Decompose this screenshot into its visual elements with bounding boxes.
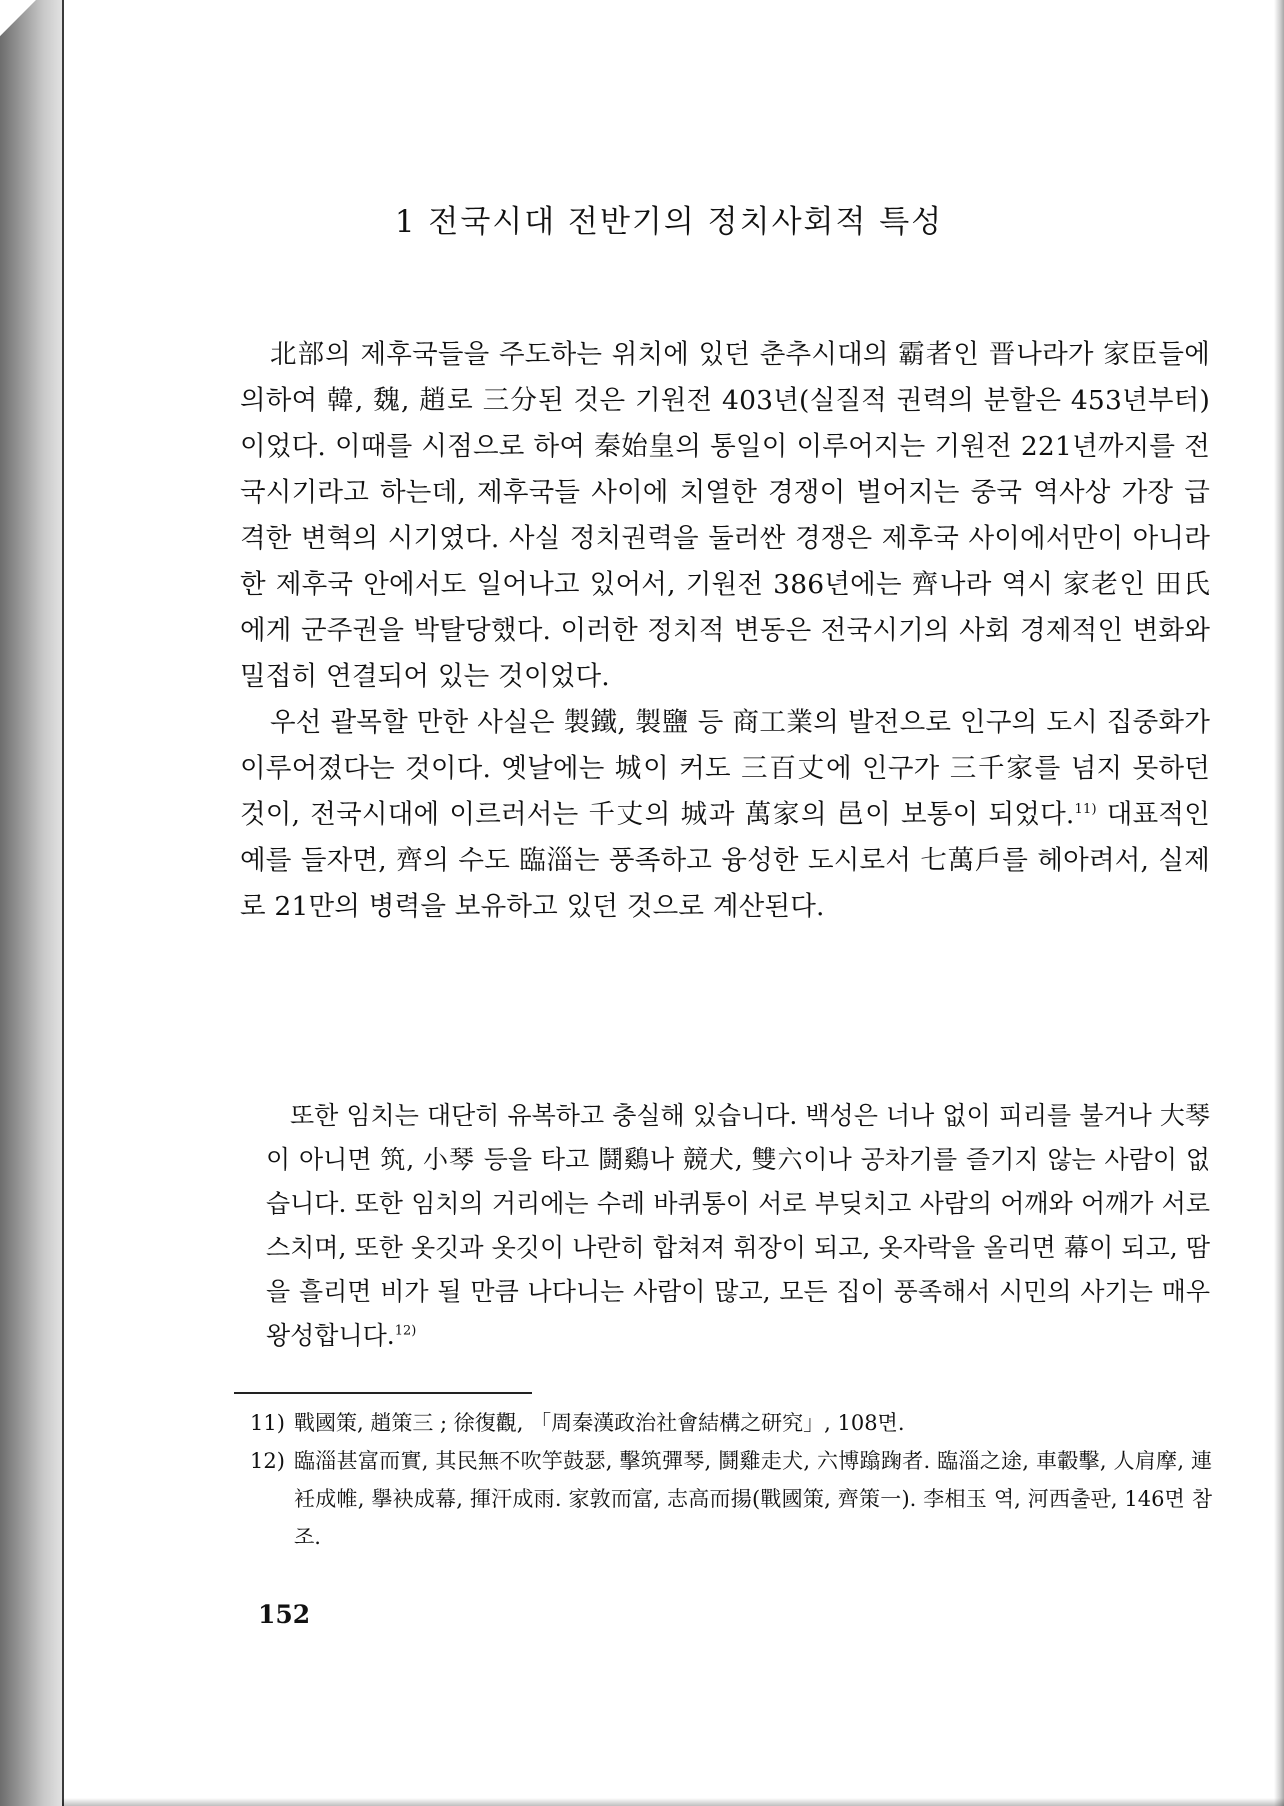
- page: [64, 0, 1274, 1800]
- footnote-text: 臨淄甚富而實, 其民無不吹竽鼓瑟, 擊筑彈琴, 鬪雞走犬, 六博蹹踘者. 臨淄之途, 車轂擊, 人肩摩, 連衽成帷, 擧袂成幕, 揮汗成雨. 家敦而富, 志高而揚(戰國策, 齊策一). 李相玉 역, 河西출판, 146면 참조.: [294, 1449, 1212, 1549]
- body-text: [240, 332, 1210, 930]
- footnotes: [250, 1404, 1212, 1556]
- footnote-number: 11): [250, 1411, 285, 1435]
- footnote-11: [250, 1404, 1212, 1442]
- footnote-ref-11: 11): [1074, 802, 1097, 818]
- footnote-divider: [234, 1392, 532, 1394]
- chapter-title: 1 전국시대 전반기의 정치사회적 특성: [394, 204, 944, 240]
- paragraph-2-text: 우선 괄목할 만한 사실은 製鐵, 製鹽 등 商工業의 발전으로 인구의 도시 집중화가 이루어졌다는 것이다. 옛날에는 城이 커도 三百丈에 인구가 三千家를 넘지 못하던 것이, 전국시대에 이르러서는 千丈의 城과 萬家의 邑이 보통이 되었다.: [240, 707, 1210, 830]
- page-shadow-bottom: [62, 1798, 1284, 1806]
- paragraph-2: [240, 700, 1210, 930]
- page-shadow-right: [1274, 0, 1284, 1806]
- quote-text: 또한 임치는 대단히 유복하고 충실해 있습니다. 백성은 너나 없이 피리를 불거나 大琴이 아니면 筑, 小琴 등을 타고 鬪鷄나 競犬, 雙六이나 공차기를 즐기지 않는 사람이 없습니다. 또한 임치의 거리에는 수레 바퀴통이 서로 부딪치고 사람의 어깨와 어깨가 서로 스치며, 또한 옷깃과 옷깃이 나란히 합쳐져 휘장이 되고, 옷자락을 올리면 幕이 되고, 땀을 흘리면 비가 될 만큼 나다니는 사람이 많고, 모든 집이 풍족해서 시민의 사기는 매우 왕성합니다.: [266, 1101, 1210, 1350]
- footnote-text: 戰國策, 趙策三 ; 徐復觀, 「周秦漢政治社會結構之研究」, 108면.: [294, 1411, 905, 1435]
- page-number: 152: [258, 1600, 311, 1629]
- footnote-ref-12: 12): [394, 1323, 417, 1339]
- quote-paragraph: [266, 1094, 1210, 1358]
- footnote-number: 12): [250, 1449, 285, 1473]
- paragraph-1: 北部의 제후국들을 주도하는 위치에 있던 춘추시대의 霸者인 晋나라가 家臣들에 의하여 韓, 魏, 趙로 三分된 것은 기원전 403년(실질적 권력의 분할은 453년부터)이었다. 이때를 시점으로 하여 秦始皇의 통일이 이루어지는 기원전 221년까지를 전국시기라고 하는데, 제후국들 사이에 치열한 경쟁이 벌어지는 중국 역사상 가장 급격한 변혁의 시기였다. 사실 정치권력을 둘러싼 경쟁은 제후국 사이에서만이 아니라 한 제후국 안에서도 일어나고 있어서, 기원전 386년에는 齊나라 역시 家老인 田氏에게 군주권을 박탈당했다. 이러한 정치적 변동은 전국시기의 사회 경제적인 변화와 밀접히 연결되어 있는 것이었다.: [240, 339, 1210, 692]
- book-spine: [0, 0, 62, 1806]
- footnote-12: [250, 1442, 1212, 1556]
- paragraph-2-continuation: 대표적인 예를 들자면, 齊의 수도 臨淄는 풍족하고 융성한 도시로서 七萬戶를 헤아려서, 실제로 21만의 병력을 보유하고 있던 것으로 계산된다.: [240, 799, 1211, 922]
- block-quote: [266, 1094, 1210, 1358]
